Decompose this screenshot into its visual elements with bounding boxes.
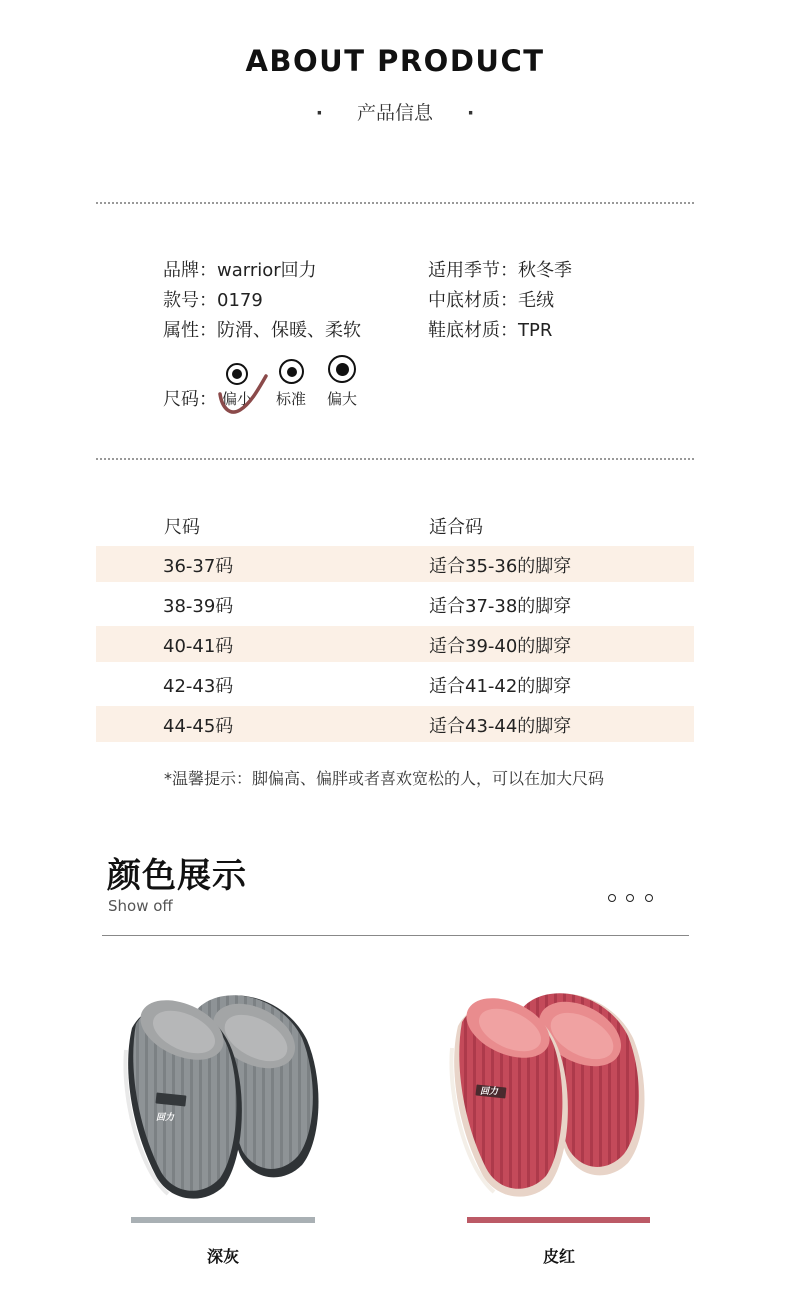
spec-value: 0179 <box>217 290 263 311</box>
size-option-small-label: 偏小 <box>221 390 252 408</box>
table-row <box>96 626 694 662</box>
table-cell-fit: 适合39-40的脚穿 <box>429 636 572 657</box>
checkmark-icon <box>214 370 270 420</box>
size-option-standard-label: 标准 <box>275 390 306 408</box>
table-cell-size: 36-37码 <box>163 556 234 577</box>
table-cell-size: 42-43码 <box>163 676 234 697</box>
subtitle-dot-right: · <box>467 102 475 124</box>
table-cell-fit: 适合43-44的脚穿 <box>429 716 572 737</box>
size-option-standard-radio <box>279 359 304 384</box>
size-option-large-label: 偏大 <box>326 390 357 408</box>
grey-color-label: 深灰 <box>206 1247 239 1266</box>
color-section-subtitle: Show off <box>108 897 173 915</box>
red-brand-mark: 回力 <box>480 1087 499 1097</box>
page-title: ABOUT PRODUCT <box>245 44 545 78</box>
table-cell-fit: 适合37-38的脚穿 <box>429 596 572 617</box>
grey-color-bar <box>131 1217 315 1223</box>
spec-label: 鞋底材质： <box>428 320 518 341</box>
size-tip-note: *温馨提示：脚偏高、偏胖或者喜欢宽松的人，可以在加大尺码 <box>164 769 605 788</box>
red-slipper-icon <box>440 978 670 1208</box>
subtitle-text: 产品信息 <box>356 102 433 124</box>
table-cell-fit: 适合41-42的脚穿 <box>429 676 572 697</box>
spec-label: 属性： <box>163 320 217 341</box>
size-fit-label: 尺码： <box>163 389 217 410</box>
table-row <box>96 706 694 742</box>
spec-midsole <box>428 286 554 312</box>
spec-season <box>428 256 572 282</box>
spec-value: 秋冬季 <box>518 260 572 281</box>
table-cell-fit: 适合35-36的脚穿 <box>429 556 572 577</box>
size-option-large-radio <box>328 355 356 383</box>
spec-value: TPR <box>518 320 553 341</box>
spec-label: 品牌： <box>163 260 217 281</box>
grey-slipper-icon <box>112 980 342 1210</box>
spec-label: 款号： <box>163 290 217 311</box>
page-subtitle <box>0 98 790 125</box>
spec-brand <box>163 256 317 282</box>
dotted-divider-top <box>96 202 694 204</box>
red-color-bar <box>467 1217 650 1223</box>
subtitle-dot-left: · <box>315 102 323 124</box>
dotted-divider-middle <box>96 458 694 460</box>
decor-circle-icon <box>626 894 634 902</box>
grey-brand-mark: 回力 <box>156 1113 175 1123</box>
table-cell-size: 38-39码 <box>163 596 234 617</box>
decor-circle-icon <box>645 894 653 902</box>
decor-circle-icon <box>608 894 616 902</box>
spec-value: 毛绒 <box>518 290 554 311</box>
spec-model <box>163 286 263 312</box>
spec-attributes <box>163 316 361 342</box>
color-section-divider <box>102 935 689 936</box>
spec-value: 防滑、保暖、柔软 <box>217 320 361 341</box>
table-row <box>96 586 694 622</box>
spec-label: 适用季节： <box>428 260 518 281</box>
table-row <box>96 546 694 582</box>
table-cell-size: 40-41码 <box>163 636 234 657</box>
table-row <box>96 666 694 702</box>
red-color-label: 皮红 <box>542 1247 575 1266</box>
table-header-fit: 适合码 <box>429 517 483 538</box>
table-header-size: 尺码 <box>164 517 200 538</box>
table-cell-size: 44-45码 <box>163 716 234 737</box>
spec-outsole <box>428 316 552 342</box>
spec-label: 中底材质： <box>428 290 518 311</box>
spec-value: warrior回力 <box>217 260 317 281</box>
color-section-title: 颜色展示 <box>107 856 247 896</box>
